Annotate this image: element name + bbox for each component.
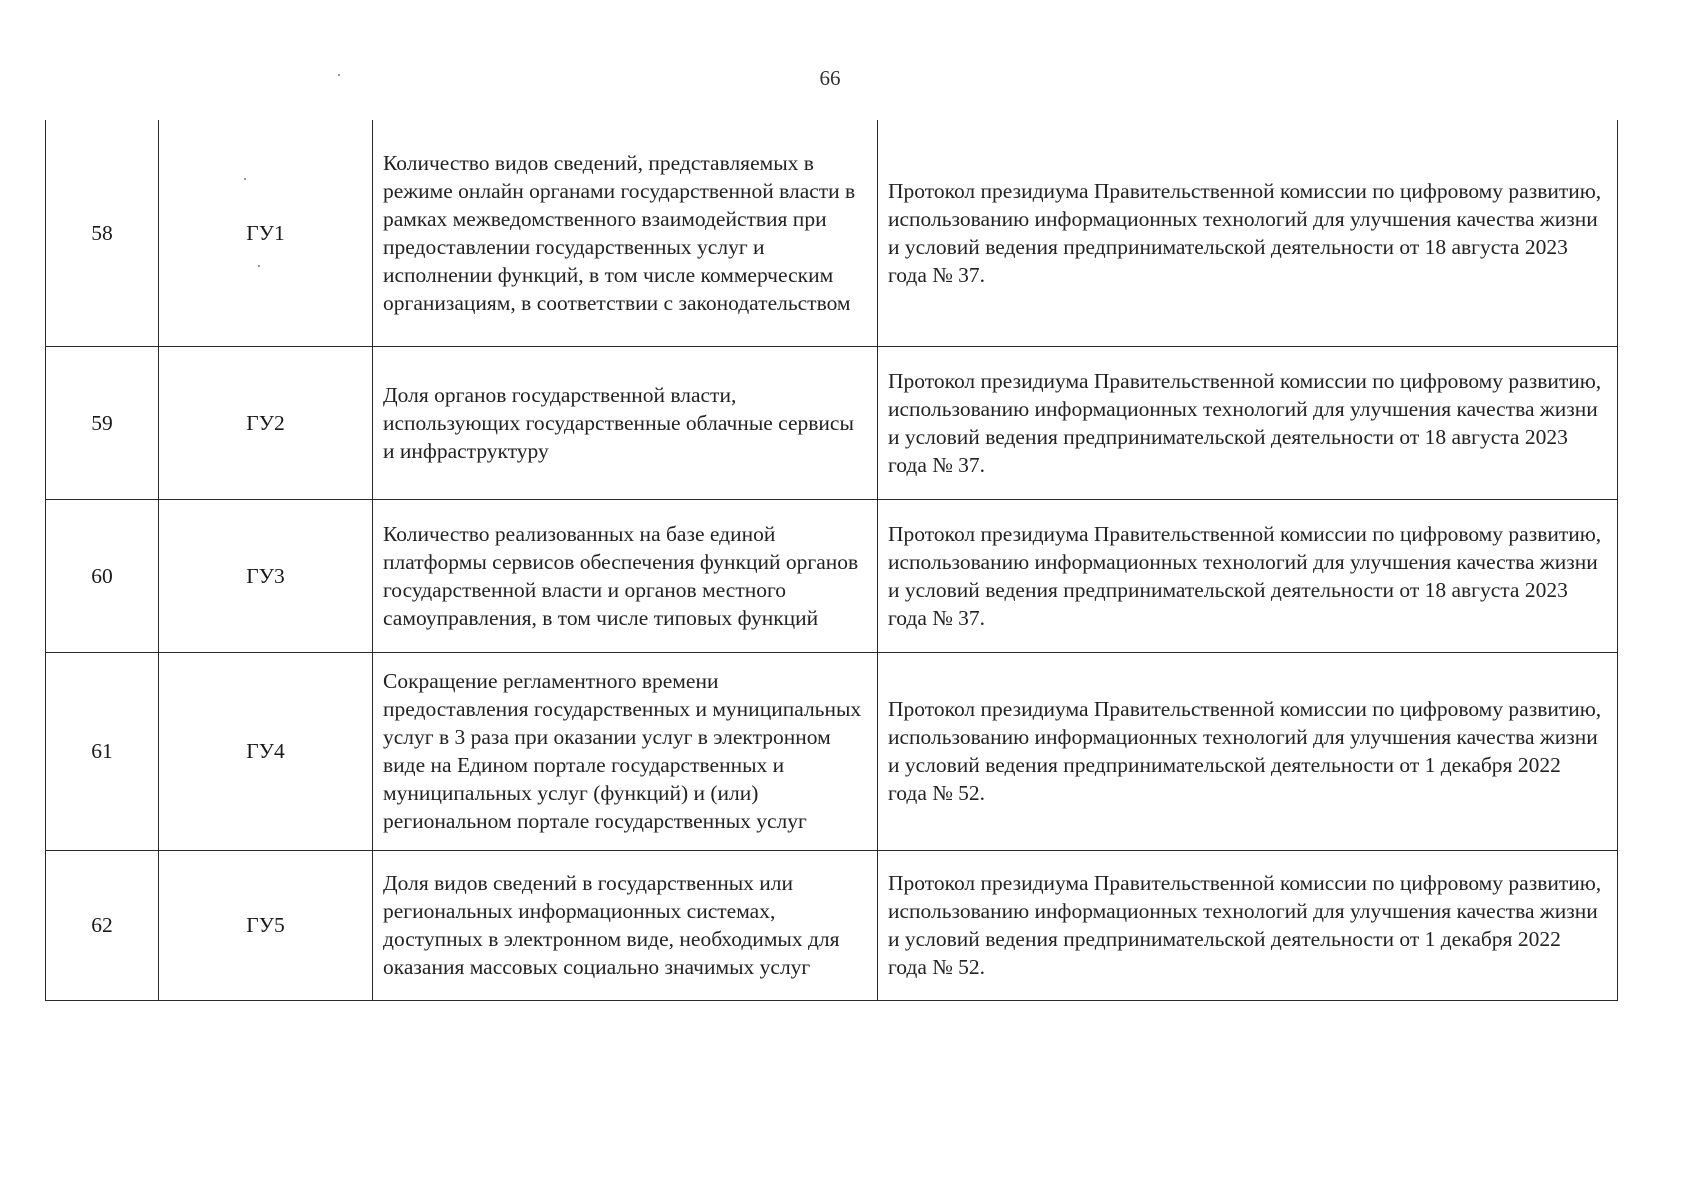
indicator-name: Доля органов государственной власти, использующих государственные облачные сервисы и инфраструктуру	[373, 346, 878, 499]
indicator-code: ГУ4	[159, 652, 373, 850]
table-row	[46, 346, 1618, 499]
indicator-code: ГУ1	[159, 120, 373, 346]
row-number: 59	[46, 346, 159, 499]
indicator-code: ГУ3	[159, 499, 373, 652]
indicator-source: Протокол президиума Правительственной комиссии по цифровому развитию, использованию информационных технологий для улучшения качества жизни и условий ведения предпринимательской деятельности от 18 августа 2023 года № 37.	[878, 346, 1618, 499]
indicator-code: ГУ5	[159, 850, 373, 1000]
page-number: 66	[819, 66, 841, 90]
indicator-name: Количество видов сведений, представляемых в режиме онлайн органами государственной власти в рамках межведомственного взаимодействия при предоставлении государственных услуг и исполнении функций, в том числе коммерческим организациям, в соответствии с законодательством	[373, 120, 878, 346]
row-number: 58	[46, 120, 159, 346]
indicator-source: Протокол президиума Правительственной комиссии по цифровому развитию, использованию информационных технологий для улучшения качества жизни и условий ведения предпринимательской деятельности от 18 августа 2023 года № 37.	[878, 120, 1618, 346]
table-row	[46, 652, 1618, 850]
table-row	[46, 850, 1618, 1000]
indicator-source: Протокол президиума Правительственной комиссии по цифровому развитию, использованию информационных технологий для улучшения качества жизни и условий ведения предпринимательской деятельности от 1 декабря 2022 года № 52.	[878, 652, 1618, 850]
indicator-code: ГУ2	[159, 346, 373, 499]
row-number: 62	[46, 850, 159, 1000]
table-row	[46, 499, 1618, 652]
table-row	[46, 120, 1618, 346]
indicator-name: Количество реализованных на базе единой платформы сервисов обеспечения функций органов государственной власти и органов местного самоуправления, в том числе типовых функций	[373, 499, 878, 652]
indicator-name: Сокращение регламентного времени предоставления государственных и муниципальных услуг в 3 раза при оказании услуг в электронном виде на Едином портале государственных и муниципальных услуг (функций) и (или) региональном портале государственных услуг	[373, 652, 878, 850]
indicators-table	[45, 120, 1618, 1001]
scan-speck	[338, 74, 340, 76]
row-number: 61	[46, 652, 159, 850]
indicator-name: Доля видов сведений в государственных или региональных информационных системах, доступных в электронном виде, необходимых для оказания массовых социально значимых услуг	[373, 850, 878, 1000]
indicator-source: Протокол президиума Правительственной комиссии по цифровому развитию, использованию информационных технологий для улучшения качества жизни и условий ведения предпринимательской деятельности от 18 августа 2023 года № 37.	[878, 499, 1618, 652]
indicator-source: Протокол президиума Правительственной комиссии по цифровому развитию, использованию информационных технологий для улучшения качества жизни и условий ведения предпринимательской деятельности от 1 декабря 2022 года № 52.	[878, 850, 1618, 1000]
row-number: 60	[46, 499, 159, 652]
